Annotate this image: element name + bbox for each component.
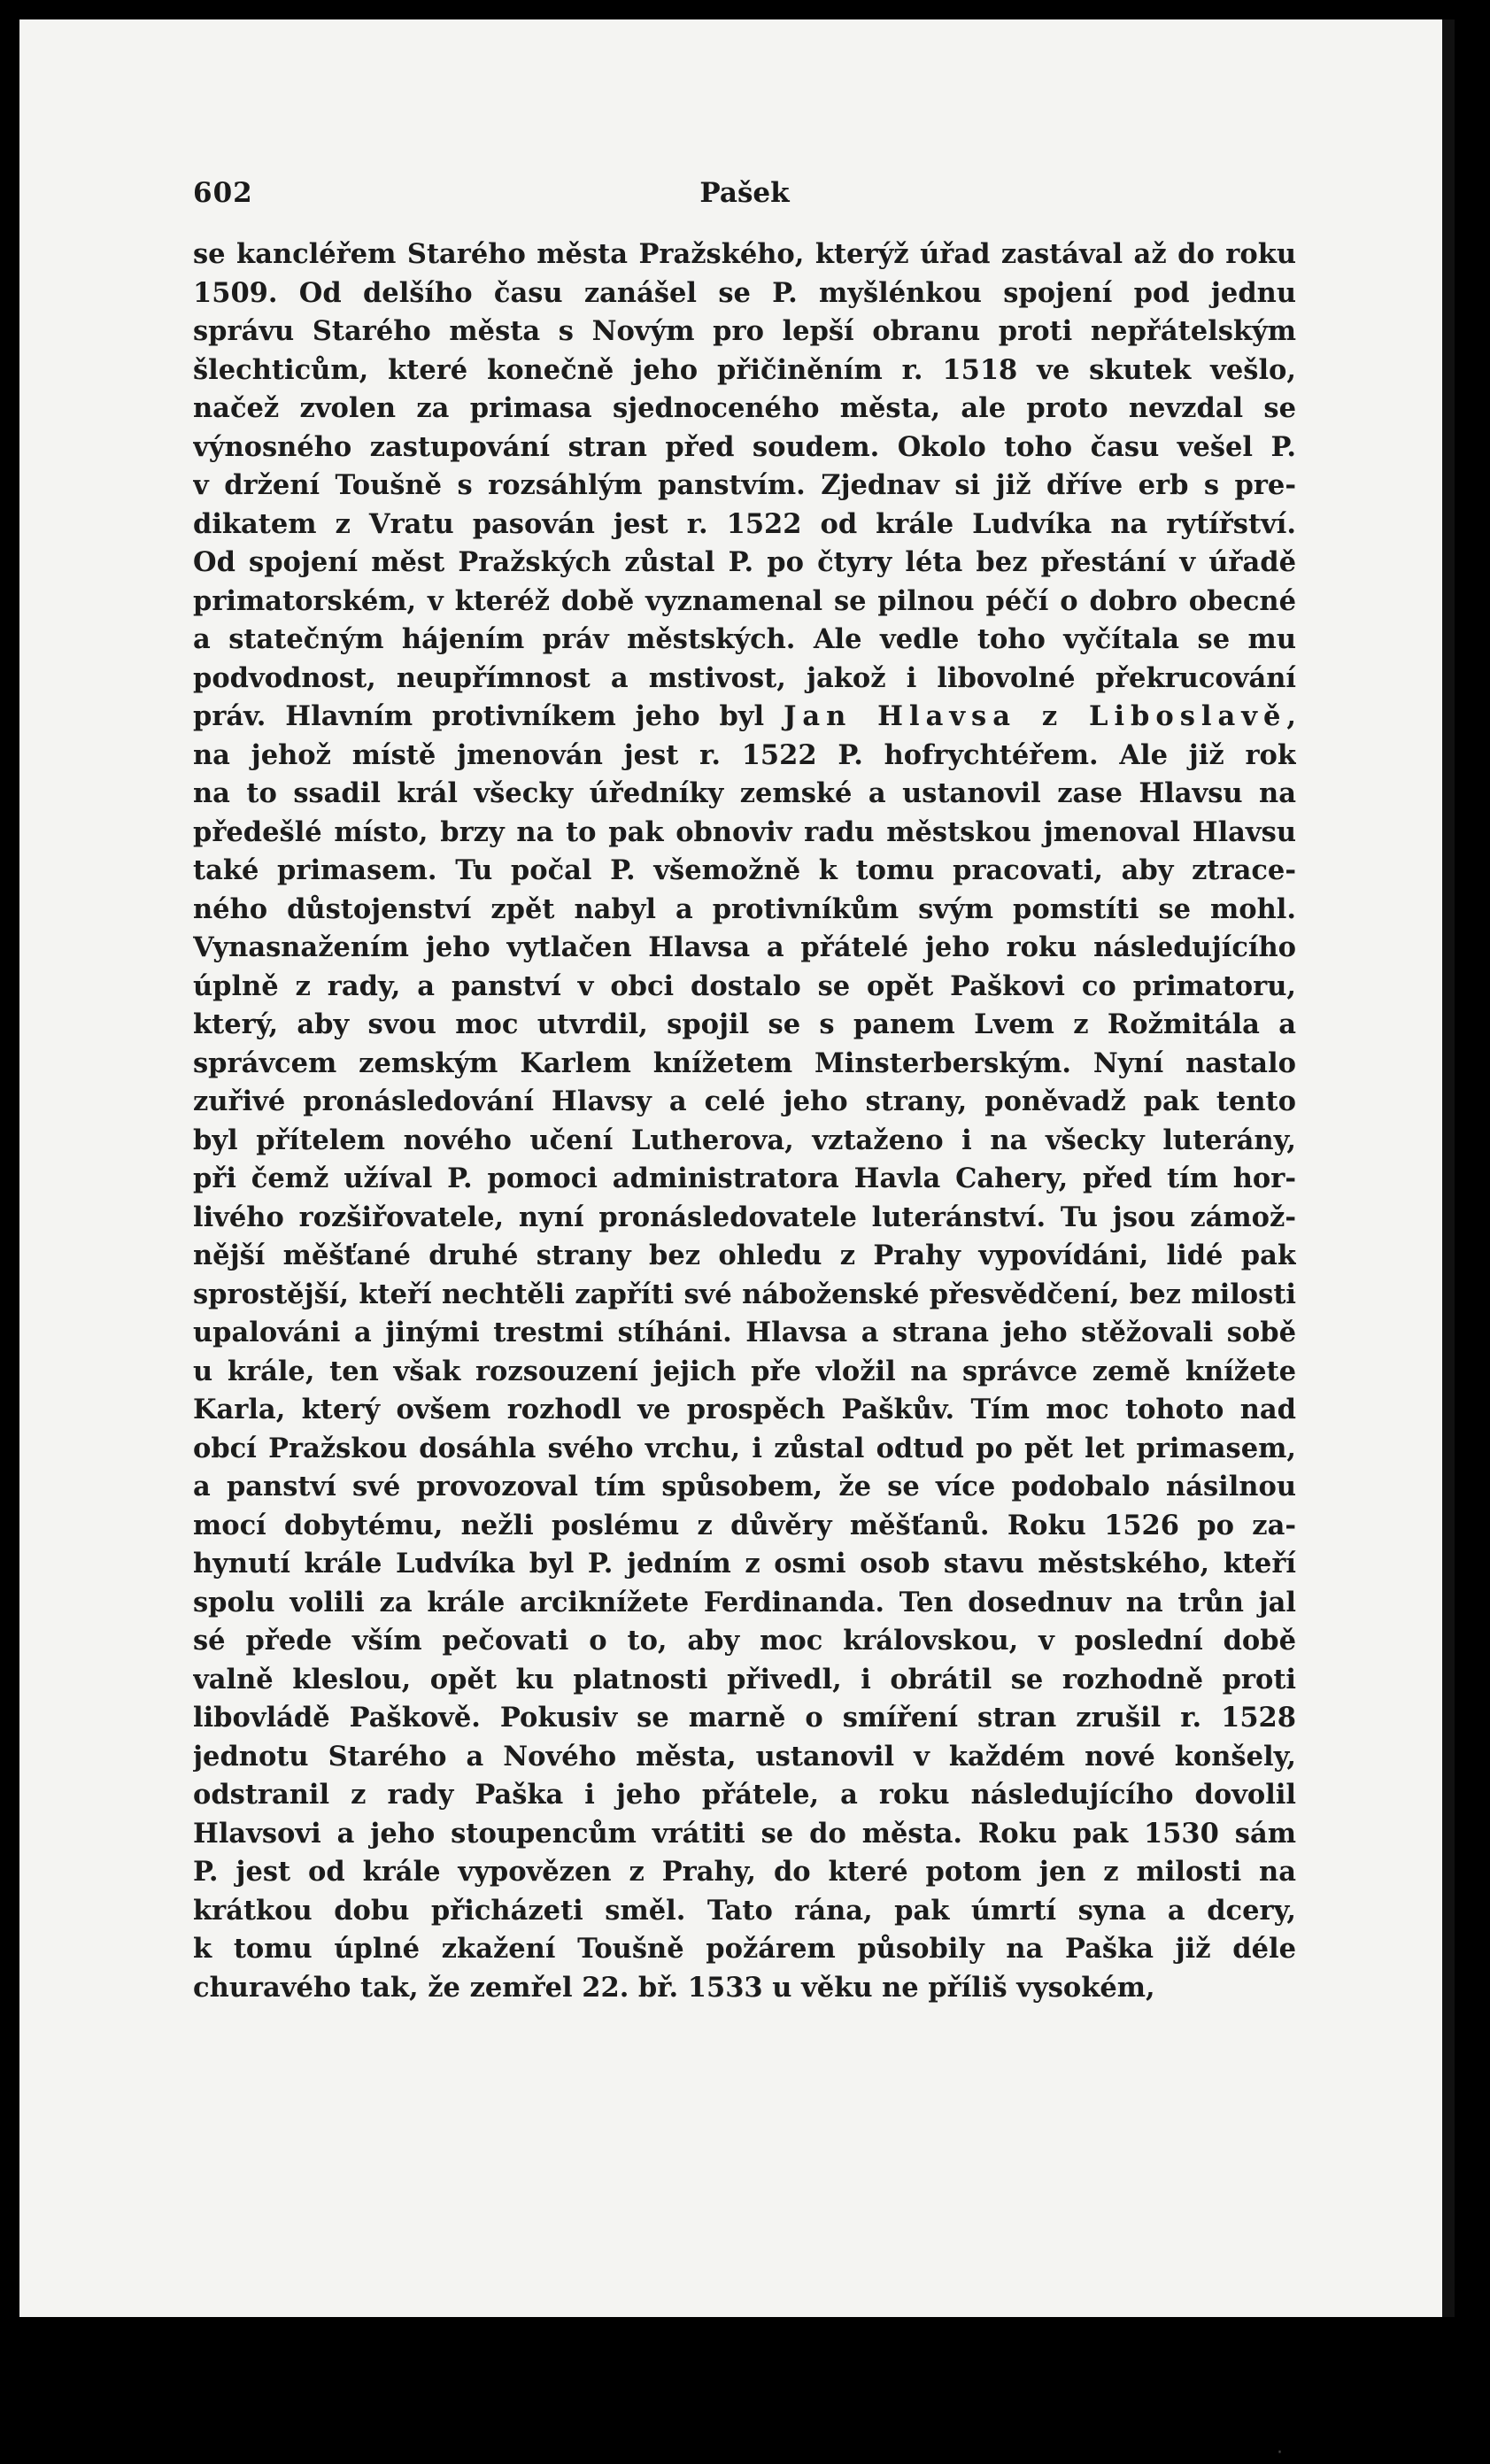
text-line: obcí Pražskou dosáhla svého vrchu, i zůstal odtud po pět let primasem, <box>193 1432 1296 1464</box>
text-line: sprostější, kteří nechtěli zapříti své náboženské přesvědčení, bez milosti <box>193 1278 1296 1310</box>
text-line: také primasem. Tu počal P. všemožně k tomu pracovati, aby ztrace- <box>193 854 1296 886</box>
page-header <box>193 177 1296 221</box>
page-number: 602 <box>193 177 253 209</box>
text-line: odstranil z rady Paška i jeho přátele, a roku následujícího dovolil <box>193 1779 1296 1811</box>
text-line: krátkou dobu přicházeti směl. Tato rána, pak úmrtí syna a dcery, <box>193 1894 1296 1927</box>
text-line: livého rozšiřovatele, nyní pronásledovatele luteránství. Tu jsou zámož- <box>193 1201 1296 1233</box>
text-line: zuřivé pronásledování Hlavsy a celé jeho strany, poněvadž pak tento <box>193 1085 1296 1117</box>
text-line: libovládě Paškově. Pokusiv se marně o smíření stran zrušil r. 1528 <box>193 1702 1296 1734</box>
spaced-name: Jan Hlavsa z Liboslavě <box>783 700 1287 732</box>
text-line: byl přítelem nového učení Lutherova, vztaženo i na všecky luterány, <box>193 1124 1296 1156</box>
text-line: a panství své provozoval tím spůsobem, že se více podobalo násilnou <box>193 1471 1296 1502</box>
text-line: správcem zemským Karlem knížetem Minsterberským. Nyní nastalo <box>193 1047 1296 1079</box>
text-line: dikatem z Vratu pasován jest r. 1522 od krále Ludvíka na rytířství. <box>193 507 1296 540</box>
text-line: na to ssadil král všecky úředníky zemské a ustanovil zase Hlavsu na <box>193 777 1296 809</box>
text-line: a statečným hájením práv městských. Ale vedle toho vyčítala se mu <box>193 623 1296 655</box>
text-line: 1509. Od delšího času zanášel se P. myšlénkou spojení pod jednu <box>193 276 1296 309</box>
text-line: Karla, který ovšem rozhodl ve prospěch Paškův. Tím moc tohoto nad <box>193 1394 1296 1425</box>
text-line: jednotu Starého a Nového města, ustanovil v každém nové konšely, <box>193 1740 1296 1773</box>
text-line: správu Starého města s Novým pro lepší obranu proti nepřátelským <box>193 315 1296 347</box>
text-line: který, aby svou moc utvrdil, spojil se s panem Lvem z Rožmitála a <box>193 1008 1296 1040</box>
text-line: Vynasnažením jeho vytlačen Hlavsa a přátelé jeho roku následujícího <box>193 931 1296 963</box>
text-line: práv. Hlavním protivníkem jeho byl Jan Hlavsa z Liboslavě, <box>193 700 1296 732</box>
text-line: u krále, ten však rozsouzení jejich pře vložil na správce země knížete <box>193 1355 1296 1387</box>
text-line: v držení Toušně s rozsáhlým panstvím. Zjednav si již dříve erb s pre- <box>193 469 1296 501</box>
text-line: nější měšťané druhé strany bez ohledu z Prahy vypovídáni, lidé pak <box>193 1240 1296 1271</box>
text-line: výnosného zastupování stran před soudem. Okolo toho času vešel P. <box>193 430 1296 463</box>
text-line: mocí dobytému, nežli poslému z důvěry měšťanů. Roku 1526 po za- <box>193 1509 1296 1541</box>
text-line: primatorském, v kteréž době vyznamenal se pilnou péčí o dobro obecné <box>193 584 1296 617</box>
text-line: předešlé místo, brzy na to pak obnoviv radu městskou jmenoval Hlavsu <box>193 815 1296 848</box>
text-line: při čemž užíval P. pomoci administratora Havla Cahery, před tím hor- <box>193 1162 1296 1194</box>
body-text <box>193 236 1296 2007</box>
text-line: ného důstojenství zpět nabyl a protivníkům svým pomstíti se mohl. <box>193 892 1296 925</box>
text-line: hynutí krále Ludvíka byl P. jedním z osmi osob stavu městského, kteří <box>193 1548 1296 1580</box>
text-line: na jehož místě jmenován jest r. 1522 P. hofrychtéřem. Ale již rok <box>193 738 1296 771</box>
running-title: Pašek <box>699 177 790 209</box>
text-line: Od spojení měst Pražských zůstal P. po čtyry léta bez přestání v úřadě <box>193 546 1296 578</box>
text-line: churavého tak, že zemřel 22. bř. 1533 u věku ne příliš vysokém, <box>193 1971 1155 2004</box>
text-line: podvodnost, neupřímnost a mstivost, jakož i libovolné překrucování <box>193 661 1296 694</box>
text-line: šlechticům, které konečně jeho přičiněním r. 1518 ve skutek vešlo, <box>193 353 1296 386</box>
text-line: upalováni a jinými trestmi stíháni. Hlavsa a strana jeho stěžovali sobě <box>193 1317 1296 1348</box>
text-line: P. jest od krále vypovězen z Prahy, do které potom jen z milosti na <box>193 1856 1296 1888</box>
text-line: Hlavsovi a jeho stoupencům vrátiti se do města. Roku pak 1530 sám <box>193 1817 1296 1850</box>
text-line: úplně z rady, a panství v obci dostalo se opět Paškovi co primatoru, <box>193 969 1296 1002</box>
smudge-mark: · <box>1277 2442 1283 2464</box>
text-line: sé předе vším pečovati o to, aby moc královskou, v poslední době <box>193 1625 1296 1657</box>
text-line: k tomu úplné zkažení Toušně požárem působily na Paška již déle <box>193 1933 1296 1965</box>
text-line: spolu volili za krále arciknížete Ferdinanda. Ten dosednuv na trůn jal <box>193 1586 1296 1618</box>
text-line: načež zvolen za primasa sjednoceného města, ale proto nevzdal se <box>193 392 1296 424</box>
text-line: valně kleslou, opět ku platnosti přivedl, i obrátil se rozhodně proti <box>193 1663 1296 1695</box>
text-line: se kancléřem Starého města Pražského, kterýž úřad zastával až do roku <box>193 238 1296 270</box>
